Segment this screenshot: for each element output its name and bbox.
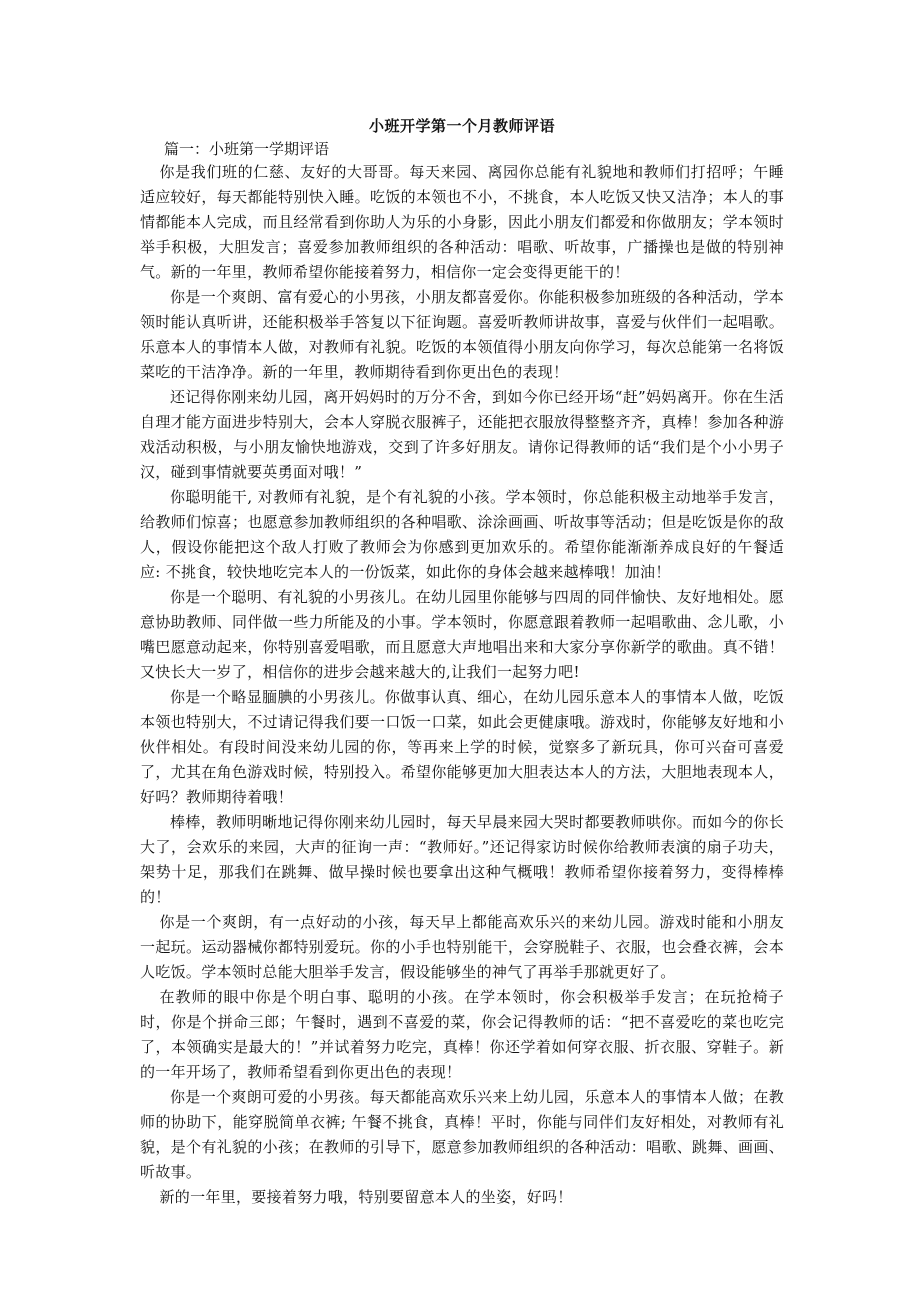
document-title: 小班开学第一个月教师评语 xyxy=(368,117,555,135)
paragraph-1: 你是我们班的仁慈、友好的大哥哥。每天来园、离园你总能有礼貌地和教师们打招呼；午睡适应较好，每天都能特别快入睡。吃饭的本领也不小，不挑食，本人吃饭又快又洁净；本人的事情都能本人完成，而且经常看到你助人为乐的小身影，因此小朋友们都爱和你做朋友；学本领时举手积极，大胆发言；喜爱参加教师组织的各种活动：唱歌、听故事，广播操也是做的特别神气。新的一年里，教师希望你能接着努力，相信你一定会变得更能干的！ xyxy=(140,163,784,281)
paragraph-3: 还记得你刚来幼儿园，离开妈妈时的万分不舍，到如今你已经开场“赶”妈妈离开。你在生活自理才能方面进步特别大，会本人穿脱衣服裤子，还能把衣服放得整整齐齐，真棒！参加各种游戏活动积极，与小朋友愉快地游戏，交到了许多好朋友。请你记得教师的话“我们是个小小男子汉，碰到事情就要英勇面对哦！” xyxy=(140,388,784,481)
paragraph-6: 你是一个略显腼腆的小男孩儿。你做事认真、细心，在幼儿园乐意本人的事情本人做，吃饭本领也特别大，不过请记得我们要一口饭一口菜，如此会更健康哦。游戏时，你能够友好地和小伙伴相处。有段时间没来幼儿园的你，等再来上学的时候，觉察多了新玩具，你可兴奋可喜爱了，尤其在角色游戏时候，特别投入。希望你能够更加大胆表达本人的方法，大胆地表现本人，好吗？教师期待着哦！ xyxy=(140,688,784,806)
paragraph-7: 棒棒，教师明晰地记得你刚来幼儿园时，每天早晨来园大哭时都要教师哄你。而如今的你长大了，会欢乐的来园，大声的征询一声：“教师好。”还记得家访时候你给教师表演的扇子功夫，架势十足，那我们在跳舞、做早操时候也要拿出这种气概哦！教师希望你接着努力，变得棒棒的！ xyxy=(140,813,784,906)
section-heading: 篇一：小班第一学期评语 xyxy=(164,140,330,158)
document-body xyxy=(140,160,800,1210)
paragraph-4: 你聪明能干, 对教师有礼貌，是个有礼貌的小孩。学本领时，你总能积极主动地举手发言，给教师们惊喜；也愿意参加教师组织的各种唱歌、涂涂画画、听故事等活动；但是吃饭是你的敌人，假设你能把这个敌人打败了教师会为你感到更加欢乐的。希望你能渐渐养成良好的午餐适应: 不挑食，较快地吃完本人的一份饭菜，如此你的身体会越来越棒哦！加油！ xyxy=(140,488,784,581)
paragraph-5: 你是一个聪明、有礼貌的小男孩儿。在幼儿园里你能够与四周的同伴愉快、友好地相处。愿意协助教师、同伴做一些力所能及的小事。学本领时，你愿意跟着教师一起唱歌曲、念儿歌，小嘴巴愿意动起来，你特别喜爱唱歌，而且愿意大声地唱出来和大家分享你新学的歌曲。真不错！ 又快长大一岁了，相信你的进步会越来越大的,让我们一起努力吧! xyxy=(140,588,800,681)
paragraph-8: 你是一个爽朗，有一点好动的小孩，每天早上都能高欢乐兴的来幼儿园。游戏时能和小朋友一起玩。运动器械你都特别爱玩。你的小手也特别能干，会穿脱鞋子、衣服，也会叠衣裤，会本人吃饭。学本领时总能大胆举手发言，假设能够坐的神气了再举手那就更好了。 xyxy=(140,913,784,981)
paragraph-11: 新的一年里，要接着努力哦，特别要留意本人的坐姿，好吗！ xyxy=(159,1188,573,1206)
paragraph-10: 你是一个爽朗可爱的小男孩。每天都能高欢乐兴来上幼儿园，乐意本人的事情本人做；在教师的协助下，能穿脱简单衣裤; 午餐不挑食，真棒！平时，你能与同伴们友好相处，对教师有礼貌，是个有礼貌的小孩；在教师的引导下，愿意参加教师组织的各种活动：唱歌、跳舞、画画、听故事。 xyxy=(140,1088,784,1181)
paragraph-9: 在教师的眼中你是个明白事、聪明的小孩。在学本领时，你会积极举手发言；在玩抢椅子时，你是个拼命三郎；午餐时，遇到不喜爱的菜，你会记得教师的话：“把不喜爱吃的菜也吃完了，本领确实是最大的！”并试着努力吃完，真棒！你还学着如何穿衣服、折衣服、穿鞋子。新的一年开场了，教师希望看到你更出色的表现！ xyxy=(140,988,784,1081)
paragraph-2: 你是一个爽朗、富有爱心的小男孩，小朋友都喜爱你。你能积极参加班级的各种活动，学本领时能认真听讲，还能积极举手答复以下征询题。喜爱听教师讲故事，喜爱与伙伴们一起唱歌。乐意本人的事情本人做，对教师有礼貌。吃饭的本领值得小朋友向你学习，每次总能第一名将饭菜吃的干洁净净。新的一年里，教师期待看到你更出色的表现！ xyxy=(140,288,784,381)
